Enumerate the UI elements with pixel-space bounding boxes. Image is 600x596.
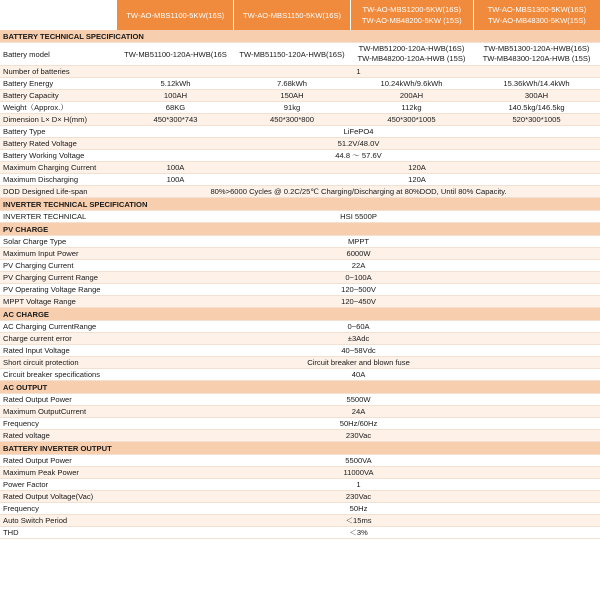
row-label: Maximum Peak Power: [0, 467, 117, 479]
row-max-discharging: [0, 174, 600, 186]
row-value: 50Hz/60Hz: [117, 418, 600, 430]
row-label: Number of batteries: [0, 66, 117, 78]
cell-value: 91kg: [234, 102, 350, 114]
header-model-4: [473, 0, 600, 30]
header-model-3-line-2: TW-AO-MB48200-5KW (15S): [361, 16, 462, 25]
row-value: 5500VA: [117, 455, 600, 467]
battery-model-3: [350, 43, 473, 66]
section-inverter: [0, 198, 600, 211]
header-model-4-line-2: TW-AO-MB48300-5KW(15S): [488, 16, 586, 25]
spec-row: [0, 284, 600, 296]
spec-row: [0, 296, 600, 308]
row-label: Maximum Input Power: [0, 248, 117, 260]
cell-value: 10.24kWh/9.6kWh: [350, 78, 473, 90]
spec-row: [0, 467, 600, 479]
section-ac-output: [0, 381, 600, 394]
spec-row: [0, 418, 600, 430]
row-value: 0~60A: [117, 321, 600, 333]
row-value: 120~500V: [117, 284, 600, 296]
header-model-3: [350, 0, 473, 30]
spec-row: [0, 394, 600, 406]
row-label: Rated Input Voltage: [0, 345, 117, 357]
battery-model-4: [473, 43, 600, 66]
row-label: Maximum Discharging: [0, 174, 117, 186]
spec-row: [0, 455, 600, 467]
row-label: Short circuit protection: [0, 357, 117, 369]
header-model-4-line-1: TW-AO-MBS1300-5KW(16S): [487, 5, 587, 14]
spec-row: [0, 333, 600, 345]
row-value: 1: [117, 66, 600, 78]
section-ac-charge: [0, 308, 600, 321]
row-value: ＜3%: [117, 527, 600, 539]
row-label: Battery Energy: [0, 78, 117, 90]
row-label: Power Factor: [0, 479, 117, 491]
cell-value: 120A: [234, 162, 600, 174]
cell-value: 300AH: [473, 90, 600, 102]
section-title: PV CHARGE: [0, 223, 600, 236]
cell-value: 68KG: [117, 102, 234, 114]
row-value: 11000VA: [117, 467, 600, 479]
cell-value: 100A: [117, 174, 234, 186]
spec-row: [0, 527, 600, 539]
row-value: 44.8 ～ 57.6V: [117, 150, 600, 162]
row-value: 51.2V/48.0V: [117, 138, 600, 150]
row-label: Battery Working Voltage: [0, 150, 117, 162]
row-value: 80%>6000 Cycles @ 0.2C/25℃ Charging/Discharging at 80%DOD, Until 80% Capacity.: [117, 186, 600, 198]
row-value: LiFePO4: [117, 126, 600, 138]
row-value: 230Vac: [117, 491, 600, 503]
row-label: AC Charging CurrentRange: [0, 321, 117, 333]
row-number-of-batteries: [0, 66, 600, 78]
row-label: MPPT Voltage Range: [0, 296, 117, 308]
row-weight: [0, 102, 600, 114]
spec-row: [0, 357, 600, 369]
cell-value: 450*300*743: [117, 114, 234, 126]
row-label: Charge current error: [0, 333, 117, 345]
row-label: Rated Output Power: [0, 455, 117, 467]
spec-row: [0, 248, 600, 260]
cell-value: 120A: [234, 174, 600, 186]
row-value: 230Vac: [117, 430, 600, 442]
row-value: 5500W: [117, 394, 600, 406]
row-label: Dimension L× D× H(mm): [0, 114, 117, 126]
row-label: Frequency: [0, 418, 117, 430]
cell-value: 7.68kWh: [234, 78, 350, 90]
row-value: 24A: [117, 406, 600, 418]
header-model-2: [233, 0, 349, 30]
section-title: AC OUTPUT: [0, 381, 600, 394]
cell-value: 450*300*800: [234, 114, 350, 126]
section-title: INVERTER TECHNICAL SPECIFICATION: [0, 198, 600, 211]
row-label: Frequency: [0, 503, 117, 515]
row-value: ＜15ms: [117, 515, 600, 527]
row-value: 40~58Vdc: [117, 345, 600, 357]
row-value: 40A: [117, 369, 600, 381]
row-label: Weight（Approx.）: [0, 102, 117, 114]
cell-value: 520*300*1005: [473, 114, 600, 126]
row-value: Circuit breaker and blown fuse: [117, 357, 600, 369]
row-label: Battery Capacity: [0, 90, 117, 102]
row-label: Battery model: [0, 43, 117, 66]
row-rated-voltage: [0, 138, 600, 150]
row-label: DOD Designed Life-span: [0, 186, 117, 198]
row-value: 22A: [117, 260, 600, 272]
row-battery-capacity: [0, 90, 600, 102]
battery-model-4-line-1: TW-MB51300-120A-HWB(16S): [483, 44, 590, 53]
row-value: MPPT: [117, 236, 600, 248]
spec-row: [0, 503, 600, 515]
spec-row: [0, 491, 600, 503]
battery-model-3-line-2: TW-MB48200-120A-HWB (15S): [357, 54, 466, 63]
row-label: Maximum Charging Current: [0, 162, 117, 174]
cell-value: 200AH: [350, 90, 473, 102]
row-label: Solar Charge Type: [0, 236, 117, 248]
spec-row: [0, 236, 600, 248]
row-label: Circuit breaker specifications: [0, 369, 117, 381]
battery-model-3-line-1: TW-MB51200-120A-HWB(16S): [358, 44, 465, 53]
row-inverter-technical: [0, 211, 600, 223]
header-model-3-line-1: TW-AO-MBS1200-5KW(16S): [362, 5, 462, 14]
row-label: Battery Rated Voltage: [0, 138, 117, 150]
row-battery-energy: [0, 78, 600, 90]
cell-value: 150AH: [234, 90, 350, 102]
cell-value: 450*300*1005: [350, 114, 473, 126]
cell-value: 15.36kWh/14.4kWh: [473, 78, 600, 90]
row-label: THD: [0, 527, 117, 539]
cell-value: 112kg: [350, 102, 473, 114]
spec-row: [0, 515, 600, 527]
section-title: AC CHARGE: [0, 308, 600, 321]
row-value: 120~450V: [117, 296, 600, 308]
row-label: Rated voltage: [0, 430, 117, 442]
row-label: INVERTER TECHNICAL: [0, 211, 117, 223]
row-value: 1: [117, 479, 600, 491]
cell-value: 100AH: [117, 90, 234, 102]
spec-row: [0, 369, 600, 381]
section-title: BATTERY TECHNICAL SPECIFICATION: [0, 30, 600, 43]
spec-row: [0, 479, 600, 491]
header-model-2-text: TW-AO-MBS1150-5KW(16S): [243, 10, 342, 20]
cell-value: 5.12kWh: [117, 78, 234, 90]
section-pv-charge: [0, 223, 600, 236]
spec-row: [0, 406, 600, 418]
model-header: [0, 0, 600, 30]
battery-model-1: TW-MB51100-120A-HWB(16S: [117, 43, 234, 66]
cell-value: 100A: [117, 162, 234, 174]
spec-row: [0, 430, 600, 442]
row-label: Maximum OutputCurrent: [0, 406, 117, 418]
row-value: 6000W: [117, 248, 600, 260]
spec-row: [0, 272, 600, 284]
battery-model-2: TW-MB51150-120A-HWB(16S): [234, 43, 350, 66]
header-model-1-text: TW-AO-MBS1100-5KW(16S): [126, 10, 225, 20]
row-value: 0~100A: [117, 272, 600, 284]
row-dimension: [0, 114, 600, 126]
row-battery-model: [0, 43, 600, 66]
header-model-1: [116, 0, 233, 30]
row-label: PV Charging Current: [0, 260, 117, 272]
battery-model-4-line-2: TW-MB48300-120A-HWB (15S): [482, 54, 591, 63]
row-label: Auto Switch Period: [0, 515, 117, 527]
row-value: ±3Adc: [117, 333, 600, 345]
section-battery: [0, 30, 600, 43]
row-label: Battery Type: [0, 126, 117, 138]
cell-value: 140.5kg/146.5kg: [473, 102, 600, 114]
row-working-voltage: [0, 150, 600, 162]
row-label: PV Charging Current Range: [0, 272, 117, 284]
spec-row: [0, 321, 600, 333]
section-battery-inverter-output: [0, 442, 600, 455]
spec-row: [0, 345, 600, 357]
section-title: BATTERY INVERTER OUTPUT: [0, 442, 600, 455]
spec-row: [0, 260, 600, 272]
row-label: Rated Output Power: [0, 394, 117, 406]
row-max-charging: [0, 162, 600, 174]
row-dod: [0, 186, 600, 198]
spec-table: [0, 30, 600, 539]
header-blank: [0, 0, 116, 30]
row-battery-type: [0, 126, 600, 138]
row-value: HSI 5500P: [117, 211, 600, 223]
row-label: Rated Output Voltage(Vac): [0, 491, 117, 503]
row-label: PV Operating Voltage Range: [0, 284, 117, 296]
row-value: 50Hz: [117, 503, 600, 515]
